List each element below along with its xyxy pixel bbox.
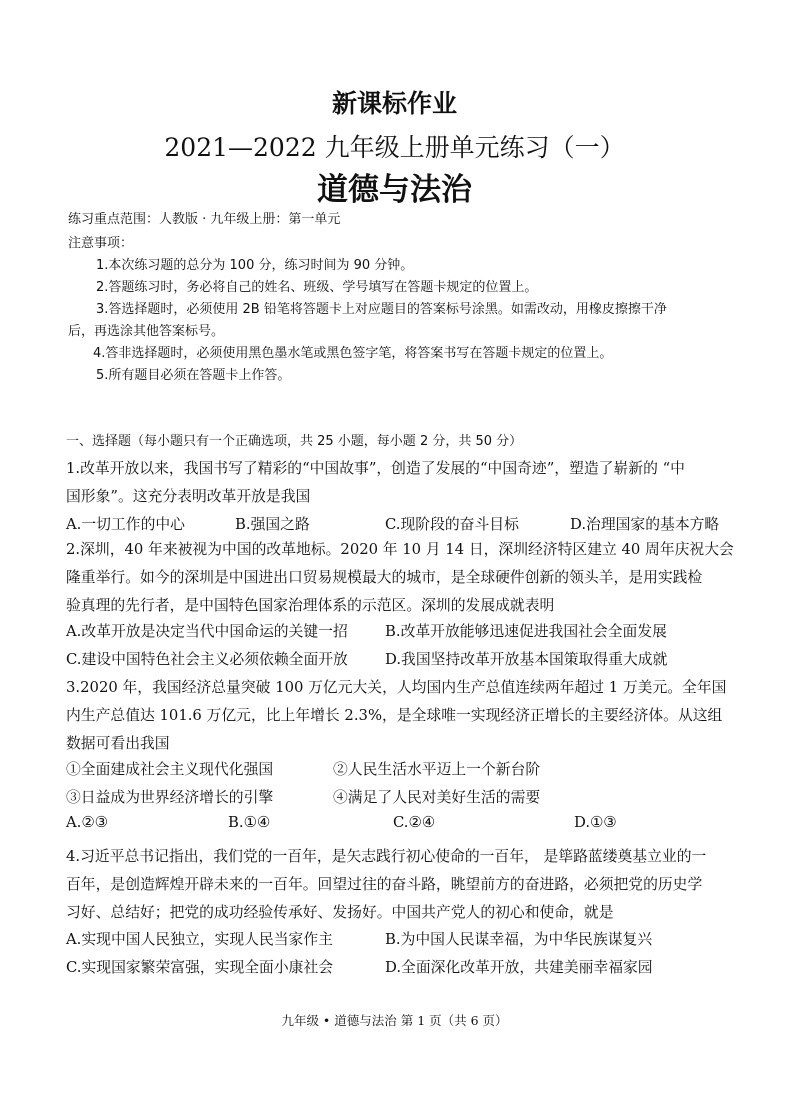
note-item: 5.所有题目必须在答题卡上作答。: [96, 368, 291, 383]
option-b: B.改革开放能够迅速促进我国社会全面发展: [385, 623, 667, 640]
note-item: 后，再选涂其他答案标号。: [68, 324, 225, 339]
note-item: 3.答选择题时，必须使用 2B 铅笔将答题卡上对应题目的答案标号涂黑。如需改动，用橡皮擦擦干净: [96, 302, 667, 317]
question-stem: 国形象”。这充分表明改革开放是我国: [66, 488, 311, 505]
option-a: A.实现中国人民独立，实现人民当家作主: [66, 931, 333, 948]
page-footer: 九年级 • 道德与法治 第 1 页（共 6 页）: [281, 1013, 508, 1028]
page-subtitle: 2021—2022 九年级上册单元练习（一）: [164, 133, 625, 162]
question-stem: 内生产总值达 101.6 万亿元，比上年增长 2.3%，是全球唯一实现经济正增长的主要经济体。从这组: [66, 707, 723, 724]
statement-item: ④满足了人民对美好生活的需要: [333, 789, 541, 806]
question-stem: 验真理的先行者，是中国特色国家治理体系的示范区。深圳的发展成就表明: [66, 597, 555, 614]
note-item: 4.答非选择题时，必须使用黑色墨水笔或黑色签字笔，将答案书写在答题卡规定的位置上。: [93, 346, 613, 361]
option-a: A.改革开放是决定当代中国命运的关键一招: [66, 623, 348, 640]
statement-item: ②人民生活水平迈上一个新台阶: [333, 761, 541, 778]
question-stem: 百年，是创造辉煌开辟未来的一百年。回望过往的奋斗路，眺望前方的奋进路，必须把党的历史学: [66, 876, 703, 893]
option-d: D.治理国家的基本方略: [570, 516, 720, 533]
option-c: C.现阶段的奋斗目标: [385, 516, 519, 533]
note-item: 1.本次练习题的总分为 100 分，练习时间为 90 分钟。: [96, 258, 414, 273]
statement-item: ①全面建成社会主义现代化强国: [66, 761, 274, 778]
option-b: B.为中国人民谋幸福，为中华民族谋复兴: [385, 931, 653, 948]
page-title: 新课标作业: [331, 89, 457, 118]
practice-scope: 练习重点范围：人教版 · 九年级上册：第一单元: [68, 212, 341, 227]
question-stem: 2.深圳，40 年来被视为中国的改革地标。2020 年 10 月 14 日，深圳经济特区建立 40 周年庆祝大会: [66, 541, 734, 558]
option-c: C.建设中国特色社会主义必须依赖全面开放: [66, 651, 348, 668]
option-d: D.全面深化改革开放，共建美丽幸福家园: [385, 959, 653, 976]
question-stem: 数据可看出我国: [66, 735, 170, 752]
option-a: A.②③: [66, 814, 108, 831]
option-c: C.实现国家繁荣富强，实现全面小康社会: [66, 959, 334, 976]
option-d: D.①③: [574, 814, 617, 831]
notes-heading: 注意事项：: [68, 236, 134, 251]
subject-title: 道德与法治: [317, 172, 472, 208]
question-stem: 3.2020 年，我国经济总量突破 100 万亿元大关，人均国内生产总值连续两年超过 1 万美元。全年国: [66, 679, 727, 696]
section-heading: 一、选择题（每小题只有一个正确选项，共 25 小题，每小题 2 分，共 50 分）: [66, 434, 523, 449]
option-a: A.一切工作的中心: [66, 516, 185, 533]
option-c: C.②④: [393, 814, 436, 831]
question-stem: 隆重举行。如今的深圳是中国进出口贸易规模最大的城市，是全球硬件创新的领头羊，是用实践检: [66, 569, 703, 586]
question-stem: 1.改革开放以来，我国书写了精彩的“中国故事”，创造了发展的“中国奇迹”，塑造了崭新的 “中: [66, 460, 685, 477]
note-item: 2.答题练习时，务必将自己的姓名、班级、学号填写在答题卡规定的位置上。: [96, 280, 538, 295]
statement-item: ③日益成为世界经济增长的引擎: [66, 789, 274, 806]
option-b: B.①④: [228, 814, 271, 831]
question-stem: 习好、总结好；把党的成功经验传承好、发扬好。中国共产党人的初心和使命，就是: [66, 904, 614, 921]
question-stem: 4.习近平总书记指出，我们党的一百年，是矢志践行初心使命的一百年， 是筚路蓝缕奠基立业的一: [66, 848, 707, 865]
option-d: D.我国坚持改革开放基本国策取得重大成就: [385, 651, 668, 668]
option-b: B.强国之路: [235, 516, 310, 533]
